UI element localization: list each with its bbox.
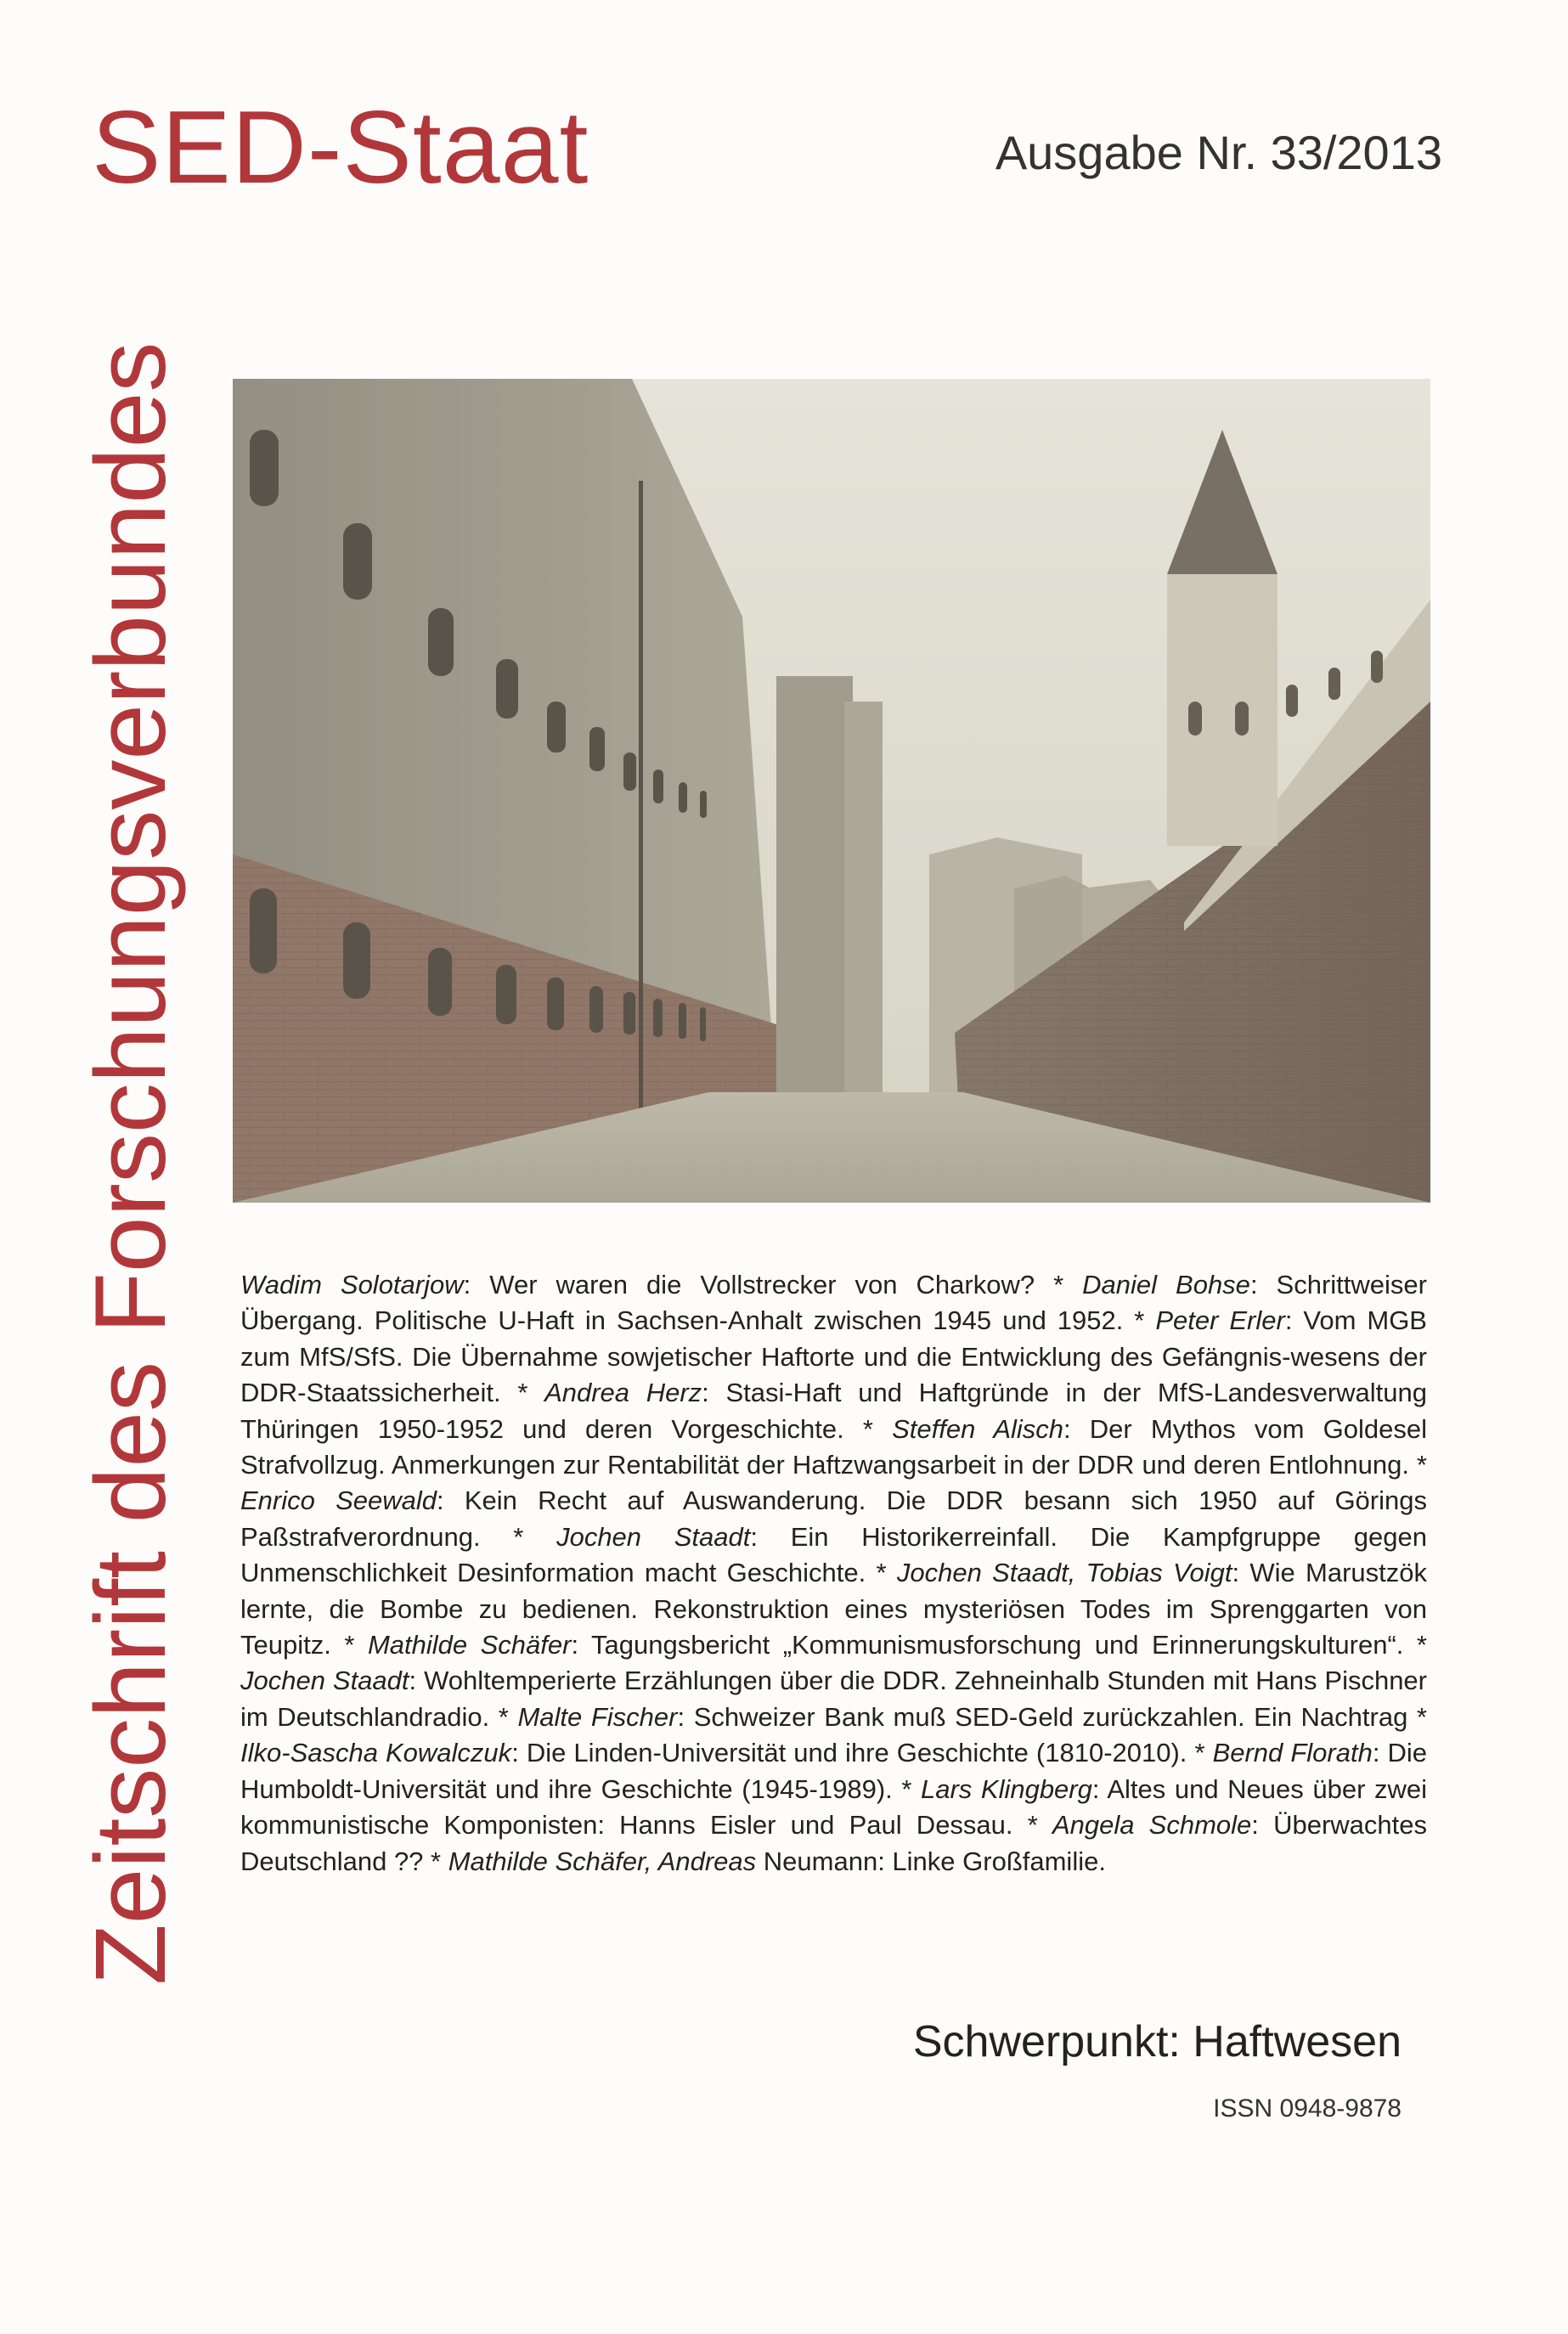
toc-author: Peter Erler (1155, 1305, 1285, 1336)
vertical-subtitle: Zeitschrift des Forschungsverbundes (75, 341, 187, 1986)
toc-entry: : Wie Marustzök lernte, die Bombe zu bedienen. Rekonstruktion eines mysteriösen Todes im Sprenggarten von Teupitz. * (240, 1558, 1427, 1660)
toc-entry: : Überwachtes Deutschland ?? * (240, 1810, 1428, 1876)
toc-entry: : Die Humboldt-Universität und ihre Geschichte (1945-1989). * (240, 1738, 1427, 1804)
focus-topic: Schwerpunkt: Haftwesen (912, 2017, 1402, 2066)
toc-author: Enrico Seewald (240, 1486, 437, 1516)
toc-entry: : Wohltemperierte Erzählungen über die DDR. Zehneinhalb Stunden mit Hans Pischner im Deutschlandradio. * (240, 1666, 1427, 1732)
toc-entry: : Schweizer Bank muß SED-Geld zurückzahlen. Ein Nachtrag * (677, 1701, 1427, 1732)
toc-entry: : Altes und Neues über zwei kommunistische Komponisten: Hanns Eisler und Paul Dessau. * (240, 1773, 1428, 1841)
toc-author: Mathilde Schäfer, Andreas (448, 1846, 757, 1876)
toc-author: Andrea Herz (544, 1378, 702, 1408)
toc-entry: Neumann: Linke Großfamilie. (756, 1846, 1106, 1876)
toc-entry: : Schrittweiser Übergang. Politische U-Haft in Sachsen-Anhalt zwischen 1945 und 1952. * (240, 1270, 1427, 1336)
vertical-title-wrap (71, 229, 190, 2098)
issue-number: Ausgabe Nr. 33/2013 (995, 126, 1442, 179)
toc-author: Steffen Alisch (892, 1413, 1064, 1444)
prison-courtyard-photo (233, 379, 1430, 1203)
toc-entry: : Vom MGB zum MfS/SfS. Die Übernahme sowjetischer Haftorte und die Entwicklung des Gefängnis-wesens der DDR-Staatssicherheit. * (240, 1305, 1427, 1408)
toc-author: Jochen Staadt (556, 1521, 751, 1552)
toc-entry: : Der Mythos vom Goldesel Strafvollzug. Anmerkungen zur Rentabilität der Haftzwangsarbeit in der DDR und deren Entlohnung. * (240, 1413, 1427, 1480)
toc-entry: : Die Linden-Universität und ihre Geschichte (1810-2010). * (511, 1738, 1213, 1768)
toc-entry: : Stasi-Haft und Haftgründe in der MfS-Landesverwaltung Thüringen 1950-1952 und deren Vorgeschichte. * (240, 1378, 1427, 1444)
toc-author: Malte Fischer (517, 1701, 678, 1732)
toc-author: Wadim Solotarjow (240, 1270, 464, 1299)
cover-photo (233, 379, 1430, 1203)
table-of-contents (240, 1267, 1427, 1880)
toc-entry: : Ein Historikerreinfall. Die Kampfgruppe gegen Unmenschlichkeit Desinformation macht Geschichte. * (240, 1521, 1427, 1588)
toc-author: Angela Schmole (1052, 1810, 1252, 1841)
toc-author: Jochen Staadt, Tobias Voigt (896, 1558, 1232, 1588)
toc-author: Jochen Staadt (240, 1666, 409, 1696)
toc-author: Mathilde Schäfer (367, 1630, 572, 1660)
toc-entry: : Kein Recht auf Auswanderung. Die DDR besann sich 1950 auf Görings Paßstrafverordnung. * (240, 1486, 1427, 1552)
toc-entry: : Tagungsbericht „Kommunismusforschung und Erinnerungskulturen“. * (571, 1630, 1427, 1660)
journal-title: SED-Staat (92, 89, 589, 205)
toc-author: Lars Klingberg (921, 1773, 1092, 1804)
issn-number: ISSN 0948-9878 (1213, 2094, 1402, 2123)
toc-entry: : Wer waren die Vollstrecker von Charkow? * (463, 1270, 1083, 1299)
toc-author: Daniel Bohse (1082, 1270, 1250, 1299)
toc-author: Bernd Florath (1212, 1738, 1373, 1768)
toc-author: Ilko-Sascha Kowalczuk (240, 1738, 512, 1768)
